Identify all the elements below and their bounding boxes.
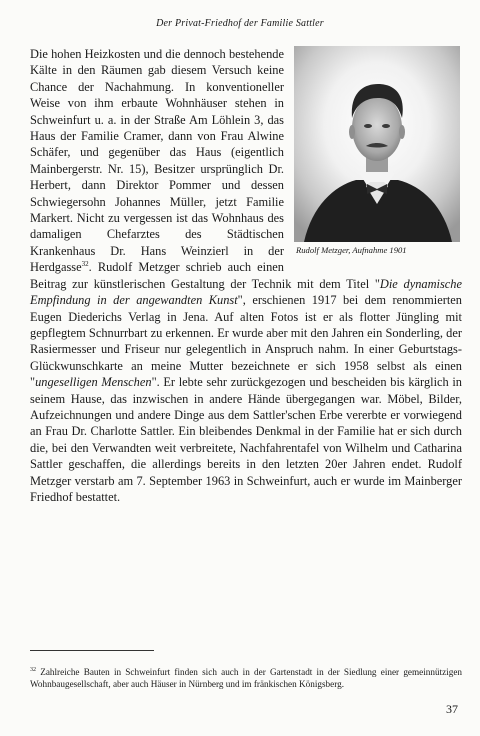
body-text-3: ", erschienen 1917 bei dem renommierten Eugen Diederichs Verlag in Jena. Auf alten Fotos ist er als flotter Jüngling mit gepflegtem Schnurrbart zu erkennen. Er wurde aber mit den Jahren ein Sonderling, der Rasiermesser und Friseur nur gelegentlich in Anspruch nahm. In einer Geburtstags-Glückwunschkarte an meine Mutter bezeichnete er sich 1958 selbst als einen "	[30, 293, 462, 390]
quoted-phrase: ungeselligen Menschen	[35, 375, 152, 390]
footnote-reference: 32	[81, 260, 89, 269]
main-text-block	[30, 46, 462, 505]
figure-caption: Rudolf Metzger, Aufnahme 1901	[296, 245, 407, 255]
portrait-figure	[294, 46, 462, 261]
footnote-text: Zahlreiche Bauten in Schweinfurt finden sich auch in der Gartenstadt in der Siedlung einer gemeinnützigen Wohnbaugesellschaft, aber auch Häuser in Nürnberg und im fränkischen Königsberg.	[30, 667, 462, 689]
footnote-divider	[30, 650, 154, 651]
running-head: Der Privat-Friedhof der Familie Sattler	[156, 18, 324, 29]
body-text-2: . Rudolf Metzger schrieb auch einen Beitrag zur künstlerischen Gestaltung der Technik mit dem Titel "	[30, 260, 380, 291]
footnote	[30, 666, 462, 690]
page-number: 37	[446, 702, 458, 716]
portrait-photo	[294, 46, 460, 242]
work-title: Die dynamische Empfindung in der angewandten Kunst	[30, 276, 462, 308]
body-text-4: ". Er lebte sehr zurückgezogen und bescheiden bis kärglich in seinem Hause, das inzwischen in andere Hände übergegangen war. Möbel, Bilder, Aufzeichnungen und andere Dinge aus dem Sattler'schen Erbe vererbte er vorwiegend an Frau Dr. Charlotte Sattler. Ein bleibendes Denkmal in der Familie hat er sich durch die, bei den Verwandten weit verbreitete, Nachfahrentafel von Wilhelm und Catharina Sattler geschaffen, die allerdings bereits in den letzten 20er Jahren endet. Rudolf Metzger verstarb am 7. September 1963 in Schweinfurt, auch er wurde im Mainberger Friedhof bestattet.	[30, 375, 462, 504]
footnote-number: 32	[30, 666, 36, 673]
body-text-1: Die hohen Heizkosten und die dennoch bestehende Kälte in den Räumen gab diesem Versuch keine Chance der Nachahmung. In konventioneller Weise von ihm erbaute Wohnhäuser stehen in Schweinfurt u. a. in der Straße Am Löhlein 3, das Haus der Familie Cramer, dann von Frau Alwine Schäfer, und gegenüber das Haus (eigentlich Mainbergerstr. Nr. 15), Besitzer ursprünglich Dr. Herbert, dann Direktor Pommer und dessen Schwiegersohn Johannes Müller, jetzt Familie Markert. Nicht zu vergessen ist das Wohnhaus des damaligen Chefarztes des Städtischen Krankenhaus Dr. Hans Weinzierl in der Herdgasse	[30, 47, 284, 275]
